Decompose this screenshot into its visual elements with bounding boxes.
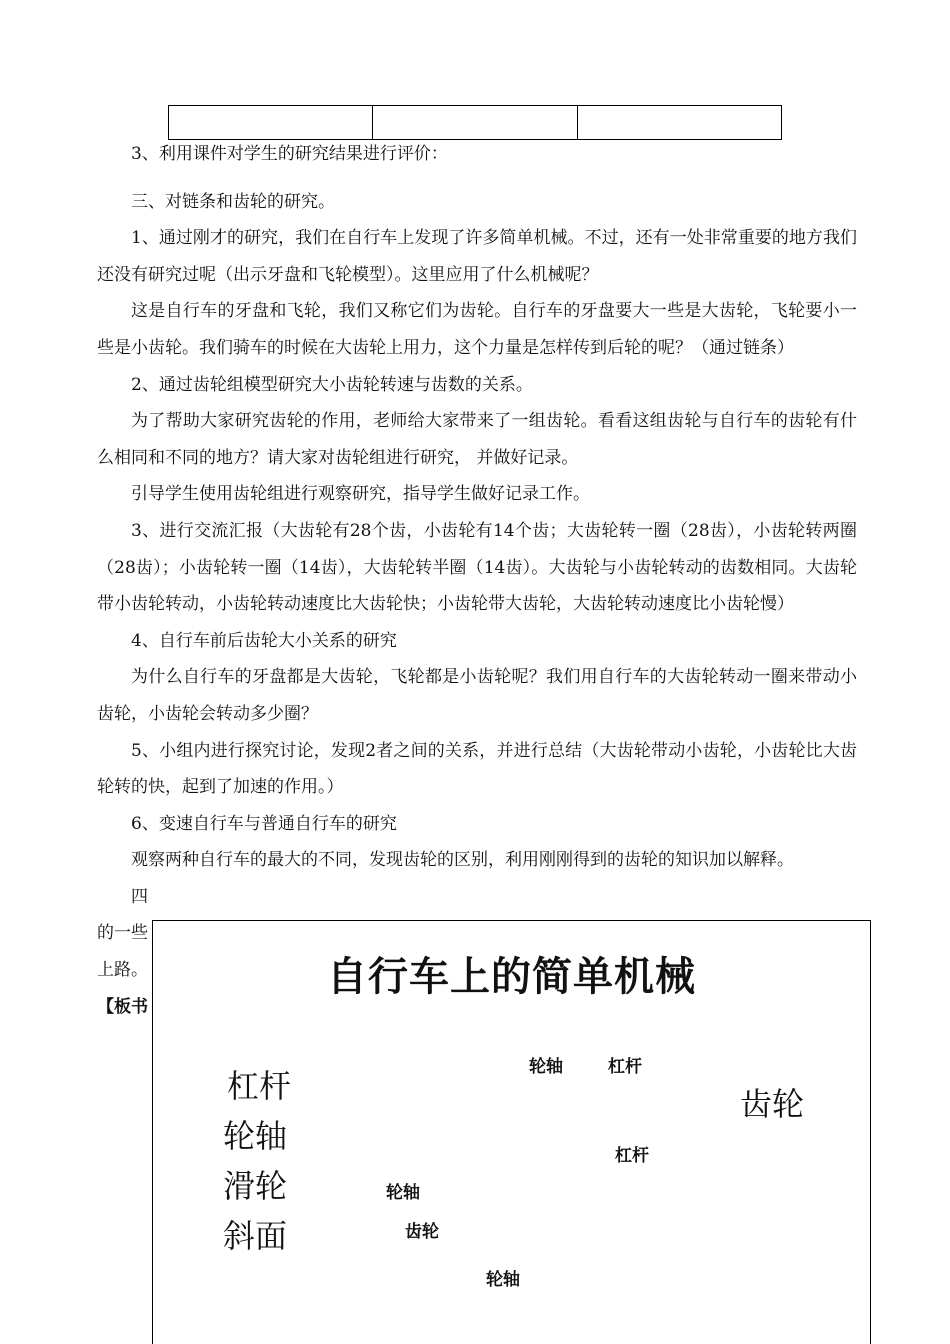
paragraph: 上路。 — [97, 960, 148, 981]
slide-label: 杠杆 — [608, 1057, 642, 1077]
slide-label: 轮轴 — [529, 1057, 563, 1077]
paragraph: 6、变速自行车与普通自行车的研究 — [131, 813, 397, 834]
section-heading: 三、对链条和齿轮的研究。 — [131, 191, 335, 212]
paragraph: 1、通过刚才的研究，我们在自行车上发现了许多简单机械。不过，还有一处非常重要的地方我们还没有研究过呢（出示牙盘和飞轮模型）。这里应用了什么机械呢？ — [97, 228, 857, 285]
paragraph: 3、进行交流汇报（大齿轮有28个齿，小齿轮有14个齿；大齿轮转一圈（28齿），小齿轮转两圈（28齿）；小齿轮转一圈（14齿），大齿轮转半圈（14齿）。大齿轮与小齿轮转动的齿数相同。大齿轮带小齿轮转动，小齿轮转动速度比大齿轮快；小齿轮带大齿轮，大齿轮转动速度比小齿轮慢） — [97, 520, 857, 615]
paragraph: 的一些 — [97, 923, 148, 944]
paragraph: 4、自行车前后齿轮大小关系的研究 — [131, 630, 397, 651]
paragraph: 3、利用课件对学生的研究结果进行评价： — [131, 144, 448, 164]
slide-label: 齿轮 — [405, 1222, 439, 1242]
machine-list-item: 杠杆 — [227, 1067, 292, 1105]
slide-title: 自行车上的简单机械 — [327, 954, 696, 1000]
paragraph: 为了帮助大家研究齿轮的作用，老师给大家带来了一组齿轮。看看这组齿轮与自行车的齿轮有什么相同和不同的地方？请大家对齿轮组进行研究， 并做好记录。 — [97, 411, 857, 468]
machine-list-item: 斜面 — [223, 1217, 288, 1255]
paragraph: 2、通过齿轮组模型研究大小齿轮转速与齿数的关系。 — [131, 374, 533, 395]
slide-label: 杠杆 — [615, 1146, 649, 1166]
slide-label: 轮轴 — [386, 1183, 420, 1203]
machine-list-item: 滑轮 — [223, 1167, 288, 1205]
paragraph: 为什么自行车的牙盘都是大齿轮，飞轮都是小齿轮呢？我们用自行车的大齿轮转动一圈来带动小齿轮，小齿轮会转动多少圈？ — [97, 667, 857, 724]
slide-image — [152, 920, 871, 1344]
table-cell — [169, 106, 373, 139]
table-cell — [373, 106, 577, 139]
machine-list-item: 轮轴 — [223, 1117, 288, 1155]
lesson-body — [97, 136, 857, 1025]
paragraph: 引导学生使用齿轮组进行观察研究，指导学生做好记录工作。 — [131, 484, 590, 505]
board-heading: 【板书 — [97, 996, 148, 1017]
table-cell — [578, 106, 781, 139]
paragraph: 这是自行车的牙盘和飞轮，我们又称它们为齿轮。自行车的牙盘要大一些是大齿轮，飞轮要小一些是小齿轮。我们骑车的时候在大齿轮上用力，这个力量是怎样传到后轮的呢？（通过链条） — [97, 301, 857, 358]
paragraph: 5、小组内进行探究讨论，发现2者之间的关系，并进行总结（大齿轮带动小齿轮，小齿轮比大齿轮转的快，起到了加速的作用。） — [97, 740, 857, 798]
gear-word: 齿轮 — [740, 1085, 805, 1123]
table-last-row — [168, 105, 782, 140]
machine-list — [223, 1061, 291, 1261]
paragraph: 四 — [131, 886, 148, 907]
paragraph: 观察两种自行车的最大的不同，发现齿轮的区别，利用刚刚得到的齿轮的知识加以解释。 — [131, 850, 794, 871]
slide-label: 轮轴 — [486, 1270, 520, 1290]
